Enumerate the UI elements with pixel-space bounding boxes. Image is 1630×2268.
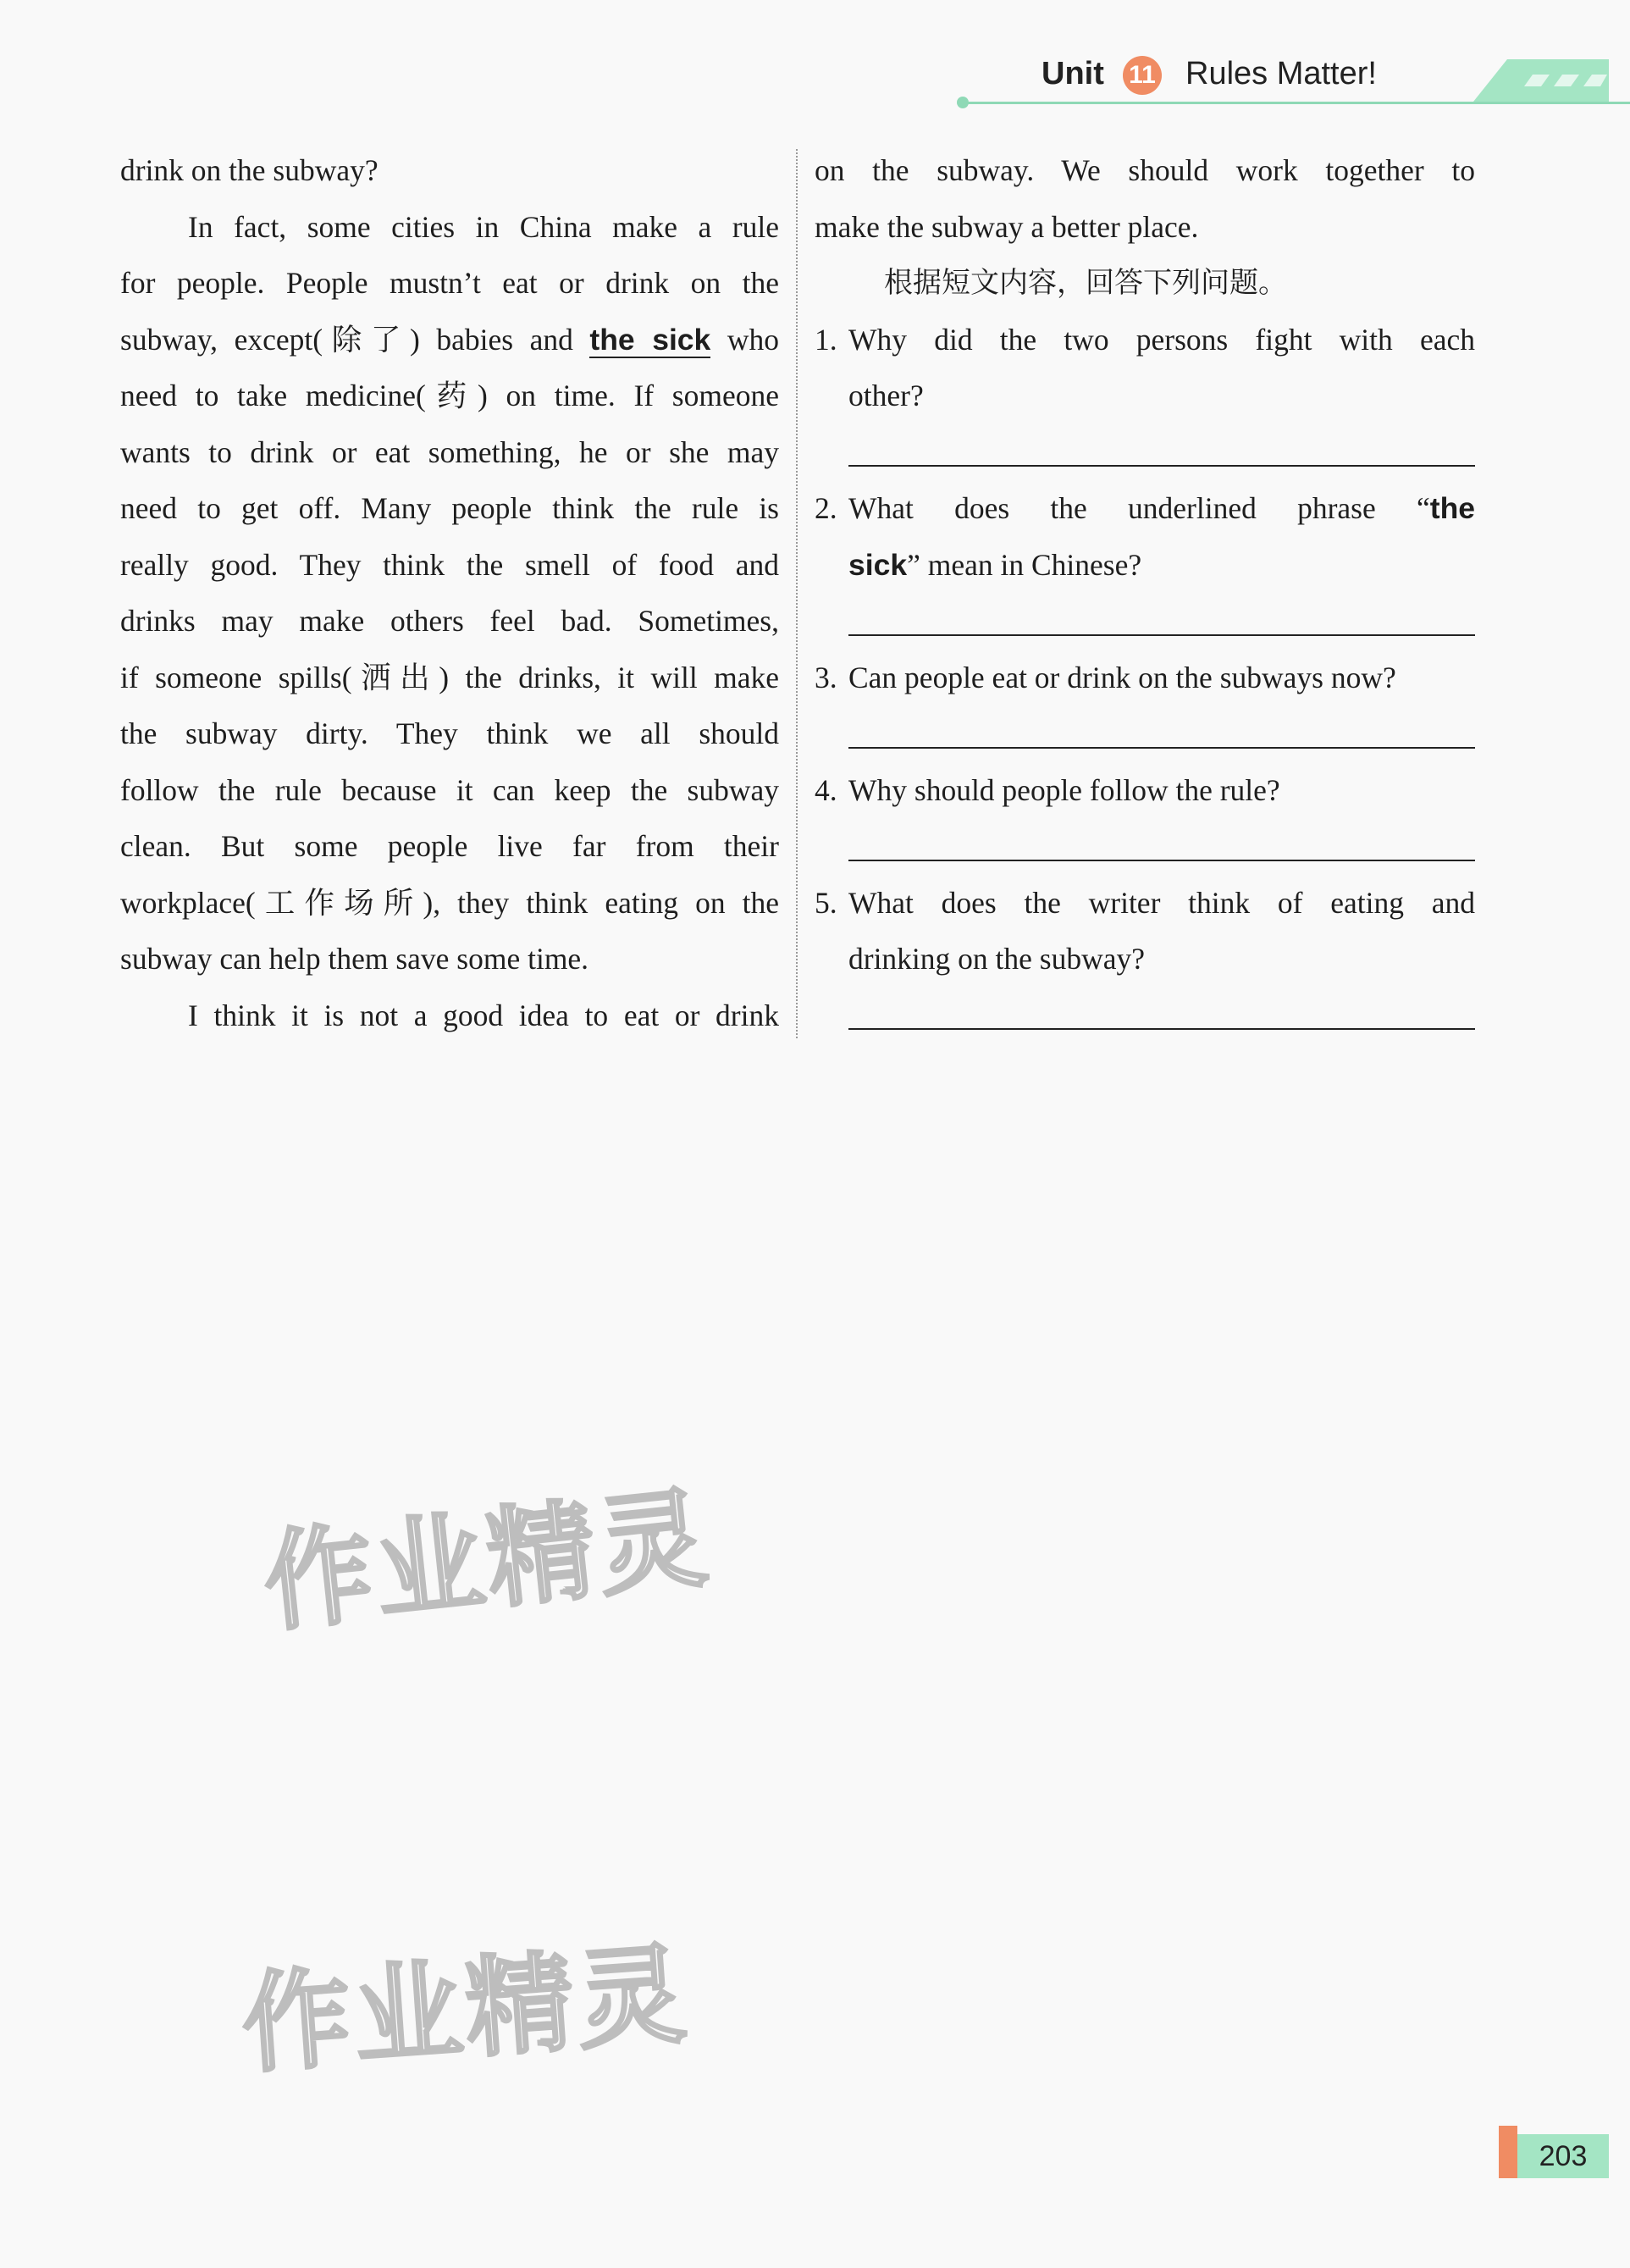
answer-line-1[interactable] bbox=[848, 424, 1475, 481]
question-number: 3. bbox=[815, 660, 837, 694]
passage-line: I think it is not a good idea to eat or drink bbox=[188, 998, 779, 1032]
passage-line: need to take medicine(药) on time. If someone bbox=[120, 379, 779, 412]
question-number: 1. bbox=[815, 322, 837, 357]
question-number: 5. bbox=[815, 885, 837, 920]
answer-line-4[interactable] bbox=[848, 818, 1475, 875]
header-stripes-decoration bbox=[1465, 59, 1609, 102]
question-number: 2. bbox=[815, 491, 837, 525]
question-1 bbox=[815, 312, 1475, 368]
questions-column bbox=[815, 142, 1475, 1043]
passage-line: clean. But some people live far from their bbox=[120, 829, 779, 863]
passage-line: really good. They think the smell of food and bbox=[120, 547, 779, 582]
passage-line: wants to drink or eat something, he or she may bbox=[120, 434, 779, 469]
passage-line: drinks may make others feel bad. Sometimes, bbox=[120, 604, 779, 638]
question-4 bbox=[815, 762, 1475, 819]
passage-column bbox=[120, 142, 779, 1043]
watermark-logo: 作业精灵 bbox=[257, 1474, 716, 1648]
passage-line: for people. People mustn’t eat or drink on the bbox=[120, 266, 779, 300]
question-3 bbox=[815, 650, 1475, 706]
underlined-phrase: the sick bbox=[589, 322, 711, 357]
page-header bbox=[957, 34, 1609, 119]
passage-line: In fact, some cities in China make a rule bbox=[188, 209, 779, 244]
page-number: 203 bbox=[1539, 2140, 1588, 2172]
unit-number-badge: 11 bbox=[1123, 56, 1162, 95]
watermark-logo: 作业精灵 bbox=[238, 1931, 693, 2089]
header-rule bbox=[962, 102, 1630, 104]
answer-line-5[interactable] bbox=[848, 987, 1475, 1044]
question-text: Can people eat or drink on the subways now? bbox=[848, 660, 1396, 694]
passage-line: the subway dirty. They think we all should bbox=[120, 716, 779, 750]
passage-line: drink on the subway? bbox=[120, 153, 378, 187]
passage-text: subway, except(除了) babies and bbox=[120, 322, 590, 357]
question-2-continued bbox=[815, 537, 1475, 594]
column-divider bbox=[796, 149, 798, 1038]
question-2 bbox=[815, 480, 1475, 537]
question-text: Why did the two persons fight with each bbox=[848, 322, 1475, 357]
passage-line: on the subway. We should work together to bbox=[815, 153, 1475, 187]
quoted-phrase: sick bbox=[848, 547, 908, 582]
passage-line: workplace(工作场所), they think eating on the bbox=[120, 885, 779, 920]
question-number: 4. bbox=[815, 772, 837, 807]
passage-line: follow the rule because it can keep the subway bbox=[120, 772, 779, 807]
quoted-phrase: the bbox=[1429, 491, 1475, 525]
question-text: Why should people follow the rule? bbox=[848, 772, 1280, 807]
question-text: ” mean in Chinese? bbox=[907, 547, 1142, 582]
unit-label: Unit bbox=[1042, 56, 1104, 91]
unit-title: Rules Matter! bbox=[1185, 56, 1377, 91]
passage-line: if someone spills(洒出) the drinks, it will make bbox=[120, 660, 779, 694]
passage-text: who bbox=[710, 322, 779, 357]
question-text: What does the writer think of eating and bbox=[848, 885, 1475, 920]
page-number-badge bbox=[1499, 2126, 1609, 2178]
instruction-text: 根据短文内容，回答下列问题。 bbox=[884, 266, 1287, 300]
passage-line: make the subway a better place. bbox=[815, 209, 1199, 244]
passage-line: need to get off. Many people think the rule is bbox=[120, 491, 779, 525]
question-5-continued: drinking on the subway? bbox=[848, 942, 1146, 976]
question-5 bbox=[815, 875, 1475, 932]
answer-line-2[interactable] bbox=[848, 593, 1475, 650]
question-text: What does the underlined phrase “ bbox=[848, 491, 1430, 525]
page-number-accent bbox=[1499, 2126, 1517, 2178]
passage-line: subway can help them save some time. bbox=[120, 942, 589, 976]
question-1-continued: other? bbox=[848, 379, 924, 412]
answer-line-3[interactable] bbox=[848, 705, 1475, 762]
passage-line-with-underlined-phrase bbox=[120, 312, 779, 368]
